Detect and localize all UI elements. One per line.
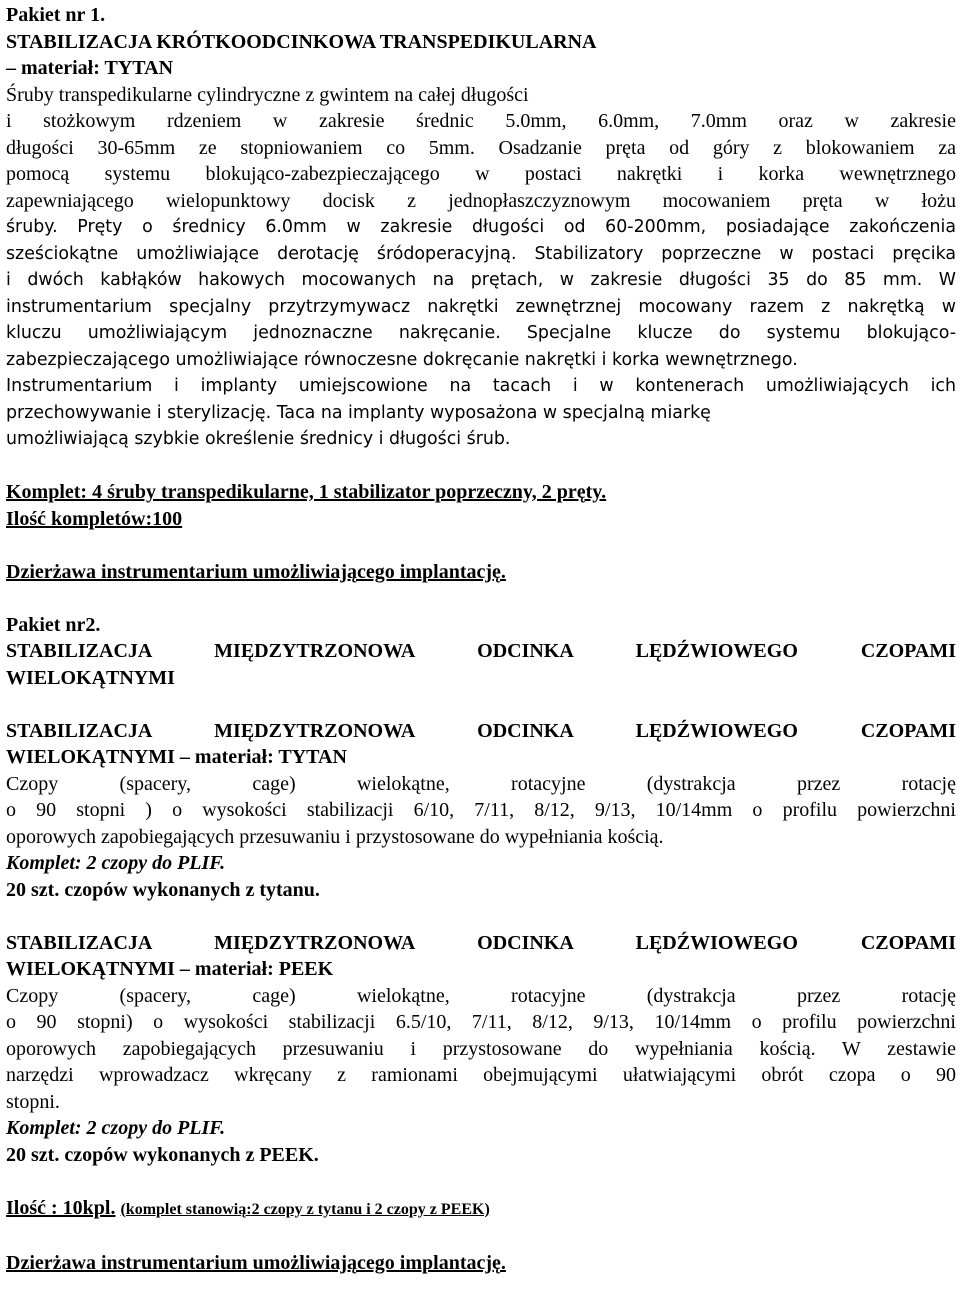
package-2-heading-cont: WIELOKĄTNYMI (6, 666, 175, 689)
package-1-quantity: Ilość kompletów:100 (6, 507, 183, 530)
body-line: zapewniającego wielopunktowy docisk z jednopłaszczyznowym mocowaniem pręta w łożu (6, 189, 956, 212)
package-1-material: – materiał: TYTAN (6, 57, 174, 79)
body-line: zabezpieczającego umożliwiające równoczesne dokręcanie nakrętki i korka wewnętrznego. (6, 349, 798, 370)
peek-count: 20 szt. czopów wykonanych z PEEK. (6, 1143, 319, 1166)
body-line: o 90 stopni) o wysokości stabilizacji 6.5/10, 7/11, 8/12, 9/13, 10/14mm o profilu powierzchni (6, 1011, 956, 1033)
package-2-quantity-line (6, 1195, 956, 1224)
body-line: śruby. Pręty o średnicy 6.0mm w zakresie długości od 60-200mm, posiadające zakończenia (6, 217, 956, 237)
package-2-quantity-note: (komplet stanowią:2 czopy z tytanu i 2 czopy z PEEK) (120, 1200, 490, 1218)
body-line: przechowywanie i sterylizację. Taca na implanty wyposażona w specjalną miarkę (6, 402, 711, 423)
body-line: długości 30-65mm ze stopniowaniem co 5mm. Osadzanie pręta od góry z blokowaniem za (6, 136, 956, 159)
package-1-set: Komplet: 4 śruby transpedikularne, 1 stabilizator poprzeczny, 2 pręty. (6, 481, 607, 503)
document-page (6, 2, 956, 1276)
body-line: kluczu umożliwiającym jednoznaczne nakręcanie. Specjalne klucze do systemu blokująco- (6, 323, 956, 343)
body-line: Czopy (spacery, cage) wielokątne, rotacyjne (dystrakcja przez rotację (6, 772, 956, 795)
package-2-title: Pakiet nr2. (6, 613, 101, 636)
peek-set: Komplet: 2 czopy do PLIF. (6, 1117, 226, 1139)
package-2-lease: Dzierżawa instrumentarium umożliwiającego implantację. (6, 1251, 506, 1274)
peek-material: WIELOKĄTNYMI – materiał: PEEK (6, 958, 334, 980)
body-line: stopni. (6, 1090, 60, 1113)
body-line: sześciokątne umożliwiające derotację śródoperacyjną. Stabilizatory poprzeczne w postaci pręcika (6, 243, 956, 264)
package-1-title: Pakiet nr 1. (6, 4, 106, 26)
titanium-count: 20 szt. czopów wykonanych z tytanu. (6, 878, 320, 901)
body-line: narzędzi wprowadzacz wkręcany z ramionami obejmującymi ułatwiającymi obrót czopa o 90 (6, 1064, 956, 1086)
titanium-material: WIELOKĄTNYMI – materiał: TYTAN (6, 746, 347, 768)
package-1-lease: Dzierżawa instrumentarium umożliwiającego implantację. (6, 560, 506, 583)
body-line: oporowych zapobiegających przesuwaniu i przystosowane do wypełniania kością. (6, 825, 664, 848)
body-line: i dwóch kabłąków hakowych mocowanych na prętach, w zakresie długości 35 do 85 mm. W (6, 270, 956, 290)
body-line: instrumentarium specjalny przytrzymywacz nakrętki zewnętrznej mocowany razem z nakrętką w (6, 296, 956, 317)
body-line: Instrumentarium i implanty umiejscowione na tacach i w kontenerach umożliwiających ich (6, 376, 956, 396)
body-line: i stożkowym rdzeniem w zakresie średnic 5.0mm, 6.0mm, 7.0mm oraz w zakresie (6, 110, 956, 132)
body-line: o 90 stopni ) o wysokości stabilizacji 6/10, 7/11, 8/12, 9/13, 10/14mm o profilu powierzchni (6, 799, 956, 821)
peek-heading: STABILIZACJA MIĘDZYTRZONOWA ODCINKA LĘDŹWIOWEGO CZOPAMI (6, 931, 956, 954)
package-1-heading: STABILIZACJA KRÓTKOODCINKOWA TRANSPEDIKULARNA (6, 30, 597, 53)
body-line: umożliwiającą szybkie określenie średnicy i długości śrub. (6, 429, 511, 449)
body-line: Czopy (spacery, cage) wielokątne, rotacyjne (dystrakcja przez rotację (6, 984, 956, 1007)
body-line: oporowych zapobiegających przesuwaniu i przystosowane do wypełniania kością. W zestawie (6, 1037, 956, 1060)
titanium-heading: STABILIZACJA MIĘDZYTRZONOWA ODCINKA LĘDŹWIOWEGO CZOPAMI (6, 719, 956, 742)
body-line: Śruby transpedikularne cylindryczne z gwintem na całej długości (6, 83, 529, 106)
titanium-set: Komplet: 2 czopy do PLIF. (6, 852, 226, 874)
package-2-quantity: Ilość : 10kpl. (6, 1196, 116, 1219)
package-2-heading: STABILIZACJA MIĘDZYTRZONOWA ODCINKA LĘDŹWIOWEGO CZOPAMI (6, 640, 956, 662)
body-line: pomocą systemu blokująco-zabezpieczającego w postaci nakrętki i korka wewnętrznego (6, 163, 956, 185)
